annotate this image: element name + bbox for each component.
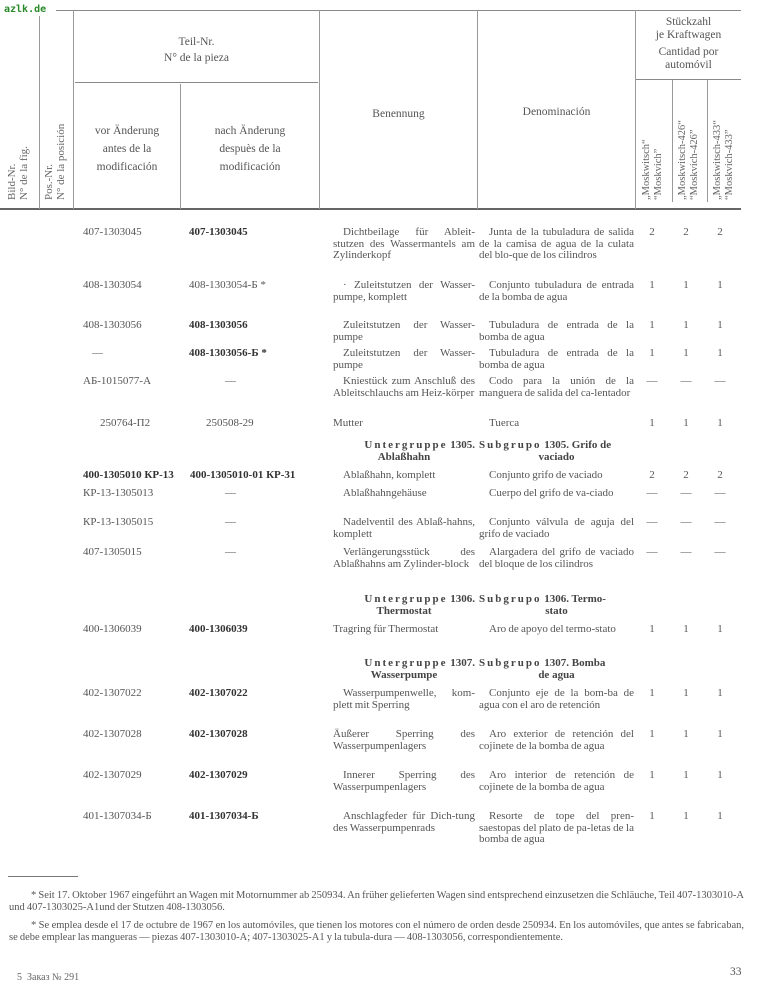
nach-part-number: 402-1307029 — [189, 769, 248, 781]
qty-426: 1 — [683, 347, 689, 359]
stueckzahl-divider — [636, 79, 741, 80]
qty-426: — — [680, 546, 692, 558]
denominacion: Aro de apoyo del termo-stato — [489, 623, 616, 635]
vor-part-number: 408-1303056 — [83, 319, 142, 331]
qty-426: 1 — [683, 623, 689, 635]
footnote-es: * Se emplea desde el 17 de octubre de 1967 en los automóviles, que tienen los motores con el número de orden desde 250934. En los automóviles, que antes se fabricaban, se debe emplear las mangueras — piezas 407-1303010-A; 407-1303025-A1 y la tubula-dura — 408-1303056, correspondientemente. — [9, 920, 744, 943]
denominacion: Conjunto eje de la bom-ba de agua con el aro de retención — [479, 687, 634, 711]
header-line: modificación — [219, 161, 281, 173]
qty-moskvich: 2 — [649, 469, 655, 481]
nach-aenderung-header — [181, 122, 319, 176]
qty-433: 2 — [717, 469, 723, 481]
benennung: Zuleitstutzen der Wasser-pumpe — [333, 319, 475, 343]
header-line: N° de la posición — [55, 123, 67, 200]
qty-426: 1 — [683, 279, 689, 291]
qty-426: 1 — [683, 769, 689, 781]
bild-nr-header — [6, 146, 30, 200]
col-divider — [672, 80, 673, 202]
header-line: Stückzahl — [665, 16, 712, 28]
denominacion: Alargadera del grifo de vaciado del bloque de los cilindros — [479, 546, 634, 570]
nach-part-number: — — [225, 516, 236, 528]
qty-433: 1 — [717, 319, 723, 331]
nach-part-number: 408-1303054-Б * — [189, 279, 266, 291]
nach-part-number: 402-1307028 — [189, 728, 248, 740]
header-line: “Moskvich” — [653, 148, 664, 200]
qty-moskvich: 1 — [649, 728, 655, 740]
qty-433: — — [714, 516, 726, 528]
header-line: „Moskwitsch-433“ — [712, 120, 723, 200]
denominacion: Tubuladura de entrada de la bomba de agua — [479, 319, 634, 343]
header-line: automóvil — [665, 59, 712, 71]
nach-part-number — [190, 470, 295, 482]
header-line: despuès de la — [219, 143, 281, 155]
qty-433: 1 — [717, 623, 723, 635]
qty-moskvich: — — [646, 546, 658, 558]
qty-426: — — [680, 487, 692, 499]
subgroup-word: Untergruppe — [364, 439, 448, 451]
vor-part-number: — — [92, 347, 103, 359]
watermark: azlk.de — [4, 4, 47, 15]
qty-433: 1 — [717, 728, 723, 740]
subgroup-number: 1307. Bomba — [544, 657, 606, 669]
header-line: modificación — [96, 161, 158, 173]
nach-part-number: 402-1307022 — [189, 687, 248, 699]
subgroup-name: de agua — [538, 668, 575, 681]
vor-part-number: КР-13-1305013 — [83, 487, 154, 499]
header-line: Cantidad por — [658, 46, 719, 58]
qty-433: 1 — [717, 417, 723, 429]
model-header-moskvich — [641, 139, 665, 200]
benennung: Innerer Sperring des Wasserpumpenlagers — [333, 769, 475, 793]
nach-part-number: — — [225, 546, 236, 558]
benennung: Anschlagfeder für Dich-tung des Wasserpumpenrads — [333, 810, 475, 834]
qty-moskvich: 1 — [649, 279, 655, 291]
denominacion: Tubuladura de entrada de la bomba de agua — [479, 347, 634, 371]
header-bottom-rule — [0, 208, 741, 210]
header-line: „Moskwitsch-426“ — [677, 120, 688, 200]
benennung: Wasserpumpenwelle, kom-plett mit Sperring — [333, 687, 475, 711]
header-line: „Moskwitsch“ — [641, 139, 652, 200]
qty-moskvich: 1 — [649, 319, 655, 331]
model-header-426 — [677, 120, 701, 200]
vor-part-number-text: 400-1305010 КР-13 — [83, 469, 174, 481]
subgroup-es — [479, 594, 634, 617]
qty-426: 1 — [683, 417, 689, 429]
benennung: Tragring für Thermostat — [333, 623, 439, 635]
col-divider — [707, 80, 708, 202]
qty-426: — — [680, 516, 692, 528]
qty-433: 1 — [717, 769, 723, 781]
denominacion: Cuerpo del grifo de va-ciado — [489, 487, 614, 499]
nach-part-number: — — [225, 375, 236, 387]
subgroup-word: Untergruppe — [364, 593, 448, 605]
vor-aenderung-header — [74, 122, 180, 176]
nach-part-number-text: 400-1305010-01 КР-31 — [190, 469, 296, 481]
header-line: N° de la pieza — [164, 52, 229, 64]
benennung: Kniestück zum Anschluß des Ableitschlauchs am Heiz-körper — [333, 375, 475, 399]
benennung: · Zuleitstutzen der Wasser-pumpe, komplett — [333, 279, 475, 303]
header-line: “Moskvich-433” — [724, 129, 735, 200]
header-line: Pos.-Nr. — [43, 163, 55, 200]
qty-moskvich: 1 — [649, 623, 655, 635]
benennung: Ablaßhahngehäuse — [343, 487, 427, 499]
vor-part-number: 402-1307022 — [83, 687, 142, 699]
denominacion: Aro exterior de retención del cojinete de la bomba de agua — [479, 728, 634, 752]
qty-moskvich: 1 — [649, 687, 655, 699]
header-line: antes de la — [102, 143, 152, 155]
qty-433: 2 — [717, 226, 723, 238]
denominacion: Junta de la tubuladura de salida de la camisa de agua de la culata del blo-que de los cilindros — [479, 226, 634, 261]
vor-part-number: 407-1305015 — [83, 546, 142, 558]
nach-part-number: — — [225, 487, 236, 499]
subgroup-number: 1306. Termo- — [544, 593, 606, 605]
nach-part-number: 408-1303056-Б * — [189, 347, 267, 359]
subgroup-name: Ablaßhahn — [377, 450, 431, 463]
qty-433: 1 — [717, 810, 723, 822]
qty-426: 1 — [683, 810, 689, 822]
subgroup-word: Subgrupo — [479, 439, 542, 451]
qty-moskvich: 2 — [649, 226, 655, 238]
subgroup-name: vaciado — [538, 450, 575, 463]
subgroup-de — [333, 440, 475, 463]
denominacion-header: Denominación — [522, 106, 591, 118]
qty-moskvich: 1 — [649, 417, 655, 429]
header-top-rule — [56, 10, 741, 11]
nach-part-number: 250508-29 — [206, 417, 254, 429]
qty-433: 1 — [717, 279, 723, 291]
qty-moskvich: 1 — [649, 769, 655, 781]
nach-part-number: 401-1307034-Б — [189, 810, 259, 822]
qty-426: 1 — [683, 728, 689, 740]
qty-moskvich: — — [646, 487, 658, 499]
denominacion: Conjunto tubuladura de entrada de la bomba de agua — [479, 279, 634, 303]
vor-part-number: АБ-1015077-А — [83, 375, 152, 387]
subgroup-de — [333, 594, 475, 617]
denominacion: Codo para la unión de la manguera de salida del ca-lentador — [479, 375, 634, 399]
qty-moskvich: 1 — [649, 810, 655, 822]
header-line: N° de la fig. — [18, 146, 30, 200]
qty-moskvich: 1 — [649, 347, 655, 359]
subgroup-es — [479, 440, 634, 463]
subgroup-word: Untergruppe — [364, 657, 448, 669]
vor-part-number: 250764-П2 — [100, 417, 151, 429]
benennung: Äußerer Sperring des Wasserpumpenlagers — [333, 728, 475, 752]
subgroup-number: 1306. — [450, 593, 475, 605]
page-number: 33 — [730, 966, 742, 978]
subgroup-word: Subgrupo — [479, 593, 542, 605]
benennung: Mutter — [333, 417, 363, 429]
subgroup-es — [479, 658, 634, 681]
qty-moskvich: — — [646, 375, 658, 387]
model-header-433 — [712, 120, 736, 200]
qty-433: — — [714, 487, 726, 499]
benennung: Zuleitstutzen der Wasser-pumpe — [333, 347, 475, 371]
footnote-rule — [8, 876, 78, 877]
benennung: Verlängerungsstück des Ablaßhahns am Zylinder-block — [333, 546, 475, 570]
subgroup-word: Subgrupo — [479, 657, 542, 669]
benennung-header: Benennung — [372, 108, 425, 120]
benennung: Nadelventil des Ablaß-hahns, komplett — [333, 516, 475, 540]
subgroup-name: Wasserpumpe — [370, 668, 438, 681]
nach-part-number: 407-1303045 — [189, 226, 248, 238]
header-line: “Moskvich-426” — [689, 129, 700, 200]
pos-nr-header — [43, 124, 67, 200]
nach-part-number: 400-1306039 — [189, 623, 248, 635]
subgroup-number: 1307. — [450, 657, 475, 669]
subgroup-de — [333, 658, 475, 681]
subgroup-name: Thermostat — [376, 604, 432, 617]
qty-433: 1 — [717, 347, 723, 359]
vor-part-number: 407-1303045 — [83, 226, 142, 238]
nach-part-number: 408-1303056 — [189, 319, 248, 331]
qty-433: 1 — [717, 687, 723, 699]
footnote-de: * Seit 17. Oktober 1967 eingeführt an Wagen mit Motornummer ab 250934. An früher gelieferten Wagen sind entsprechend einzusetzen die Schläuche, Teil 407-1303010-A und 407-1303025-A1und der Stutzen 408-1303056. — [9, 890, 744, 913]
qty-433: — — [714, 546, 726, 558]
qty-426: 1 — [683, 687, 689, 699]
subgroup-number: 1305. — [450, 439, 475, 451]
stueckzahl-header — [636, 16, 741, 72]
vor-part-number: 402-1307028 — [83, 728, 142, 740]
header-line: Bild-Nr. — [6, 163, 18, 200]
print-order-number: 5 Заказ № 291 — [17, 972, 80, 983]
header-line: nach Änderung — [214, 125, 286, 137]
teil-nr-header — [74, 34, 319, 66]
subgroup-name: stato — [545, 604, 568, 617]
qty-433: — — [714, 375, 726, 387]
denominacion: Resorte de tope del pren-saestopas del plato de pa-letas de la bomba de agua — [479, 810, 634, 845]
subgroup-number: 1305. Grifo de — [544, 439, 612, 451]
vor-part-number — [83, 470, 174, 482]
header-line: Teil-Nr. — [178, 36, 215, 48]
benennung: Ablaßhahn, komplett — [343, 469, 436, 481]
vor-part-number: КР-13-1305015 — [83, 516, 154, 528]
vor-part-number: 400-1306039 — [83, 623, 142, 635]
header-line: je Kraftwagen — [655, 29, 722, 41]
qty-426: 1 — [683, 319, 689, 331]
denominacion: Conjunto válvula de aguja del grifo de vaciado — [479, 516, 634, 540]
qty-426: 2 — [683, 226, 689, 238]
header-line: vor Änderung — [94, 125, 160, 137]
denominacion: Conjunto grifo de vaciado — [489, 469, 603, 481]
qty-moskvich: — — [646, 516, 658, 528]
vor-part-number: 408-1303054 — [83, 279, 142, 291]
denominacion: Aro interior de retención de cojinete de la bomba de agua — [479, 769, 634, 793]
col-divider — [39, 16, 40, 209]
benennung: Dichtbeilage für Ableit-stutzen des Wassermantels am Zylinderkopf — [333, 226, 475, 261]
teil-nr-divider — [75, 82, 318, 83]
vor-part-number: 401-1307034-Б — [83, 810, 152, 822]
denominacion: Tuerca — [489, 417, 520, 429]
vor-part-number: 402-1307029 — [83, 769, 142, 781]
qty-426: 2 — [683, 469, 689, 481]
qty-426: — — [680, 375, 692, 387]
